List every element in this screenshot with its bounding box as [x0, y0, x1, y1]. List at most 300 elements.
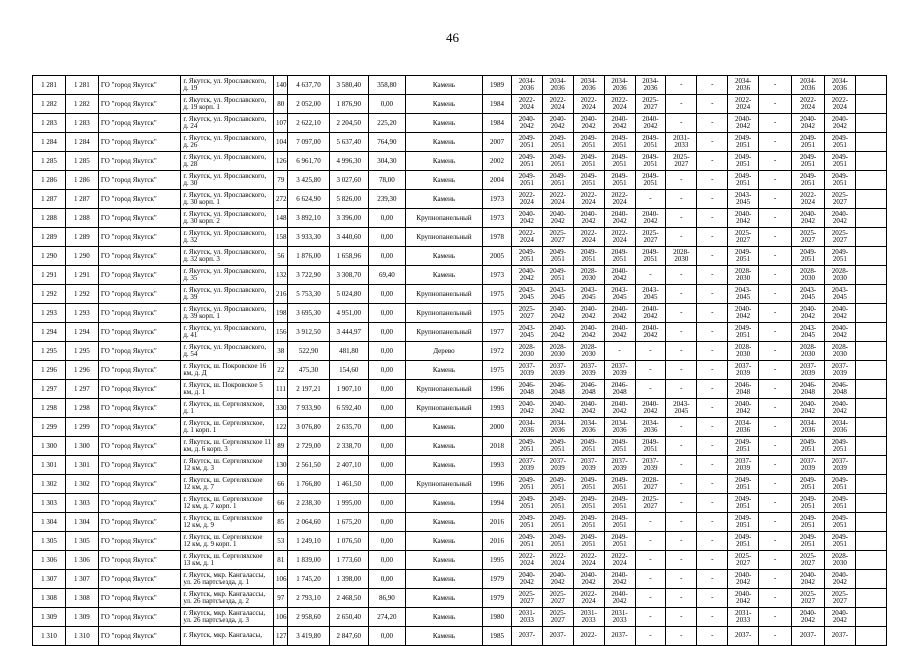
table-cell: 2049-2051 [542, 437, 573, 456]
table-cell: Камень [405, 570, 482, 589]
table-cell: 2022-2024 [511, 190, 542, 209]
table-cell: - [759, 418, 792, 437]
table-row [33, 513, 887, 532]
table-cell: - [635, 608, 666, 627]
table-cell: 2049-2051 [542, 133, 573, 152]
table-cell: - [759, 171, 792, 190]
table-cell: 2002 [483, 152, 512, 171]
table-cell: 2049-2051 [728, 247, 759, 266]
table-cell: ГО "город Якутск" [98, 76, 180, 95]
table-cell: 56 [274, 247, 288, 266]
table-cell: ГО "город Якутск" [98, 171, 180, 190]
table-cell: 2049-2051 [573, 494, 604, 513]
table-cell: г. Якутск, ул. Ярославского, д. 39 корп. 1 [181, 304, 274, 323]
table-cell: 2034-2036 [604, 418, 635, 437]
table-cell: - [666, 190, 697, 209]
table-cell: 1 306 [65, 551, 98, 570]
table-cell: г. Якутск, ш. Сергеляхское 12 км, д. 7 [181, 475, 274, 494]
table-cell: 4 951,00 [329, 304, 368, 323]
table-cell: 2040-2042 [604, 399, 635, 418]
table-cell: 2022-2024 [573, 551, 604, 570]
table-cell: 1 290 [33, 247, 66, 266]
table-cell: 481,80 [329, 342, 368, 361]
table-cell [855, 532, 886, 551]
table-cell: ГО "город Якутск" [98, 627, 180, 646]
table-cell: 1 303 [65, 494, 98, 513]
table-cell: 1 076,50 [329, 532, 368, 551]
table-cell: 2 958,60 [288, 608, 329, 627]
table-cell: 1 293 [33, 304, 66, 323]
table-cell: 2 622,10 [288, 114, 329, 133]
table-cell: - [635, 551, 666, 570]
table-cell: 3 933,30 [288, 228, 329, 247]
table-cell: 2049-2051 [792, 532, 825, 551]
table-row [33, 589, 887, 608]
table-cell: г. Якутск, ул. Ярославского, д. 26 [181, 133, 274, 152]
table-cell: 2049-2051 [824, 475, 855, 494]
table-cell: - [759, 209, 792, 228]
table-cell: 0,00 [368, 361, 405, 380]
table-cell: 2040-2042 [824, 570, 855, 589]
table-cell: 2049-2051 [542, 152, 573, 171]
table-cell: 1 291 [33, 266, 66, 285]
table-cell: 2040-2042 [542, 323, 573, 342]
table-cell: 2040-2042 [728, 399, 759, 418]
table-cell: Камень [405, 494, 482, 513]
table-cell: - [697, 304, 728, 323]
table-cell: - [666, 323, 697, 342]
table-cell: 0,00 [368, 532, 405, 551]
table-row [33, 570, 887, 589]
table-cell: 1979 [483, 589, 512, 608]
table-cell: - [697, 266, 728, 285]
table-cell: г. Якутск, ш. Сергеляхское, д. 1 [181, 399, 274, 418]
table-cell: 2022-2024 [573, 589, 604, 608]
table-cell: Камень [405, 114, 482, 133]
table-cell: 2037-2039 [542, 361, 573, 380]
table-cell: 1995 [483, 551, 512, 570]
table-cell: Камень [405, 608, 482, 627]
table-cell: 2040-2042 [604, 209, 635, 228]
table-cell: 2025-2027 [728, 228, 759, 247]
table-cell: 0,00 [368, 209, 405, 228]
table-cell: 122 [274, 418, 288, 437]
table-cell: 2049-2051 [604, 171, 635, 190]
table-cell: 2049-2051 [728, 494, 759, 513]
table-cell: 66 [274, 475, 288, 494]
table-cell: 1993 [483, 456, 512, 475]
table-cell: 1980 [483, 608, 512, 627]
table-cell: 2040-2042 [542, 304, 573, 323]
table-cell: ГО "город Якутск" [98, 133, 180, 152]
table-cell: 2025-2027 [792, 551, 825, 570]
table-cell: - [666, 171, 697, 190]
table-cell: 2040-2042 [542, 114, 573, 133]
table-cell: г. Якутск, ул. Ярославского, д. 32 [181, 228, 274, 247]
table-cell: - [666, 570, 697, 589]
table-cell: 3 912,50 [288, 323, 329, 342]
table-row [33, 228, 887, 247]
table-cell: 2049-2051 [792, 513, 825, 532]
table-cell: г. Якутск, ул. Ярославского, д. 32 корп. 3 [181, 247, 274, 266]
table-cell: Камень [405, 589, 482, 608]
table-cell: - [697, 95, 728, 114]
table-cell: 1977 [483, 323, 512, 342]
table-cell: 1 309 [33, 608, 66, 627]
table-cell: 5 753,30 [288, 285, 329, 304]
table-cell: 1 745,20 [288, 570, 329, 589]
table-cell: 2 204,50 [329, 114, 368, 133]
table-cell: 304,30 [368, 152, 405, 171]
table-cell: ГО "город Якутск" [98, 437, 180, 456]
table-cell: 2043-2045 [666, 399, 697, 418]
table-cell: 1 298 [33, 399, 66, 418]
housing-register-table [32, 75, 887, 646]
table-cell: 2028-2030 [573, 266, 604, 285]
table-cell: - [666, 95, 697, 114]
table-cell: 1 309 [65, 608, 98, 627]
table-cell: 2049-2051 [604, 475, 635, 494]
table-cell: 2049-2051 [511, 133, 542, 152]
table-cell: - [697, 627, 728, 646]
table-cell: 2028-2030 [792, 342, 825, 361]
table-cell [855, 76, 886, 95]
table-cell: 2046-2048 [824, 380, 855, 399]
table-cell: Камень [405, 456, 482, 475]
table-cell [855, 95, 886, 114]
table-cell: 2043-2045 [728, 190, 759, 209]
table-cell: ГО "город Якутск" [98, 513, 180, 532]
table-cell: - [759, 304, 792, 323]
table-cell: 2040-2042 [604, 114, 635, 133]
table-cell: 0,00 [368, 247, 405, 266]
table-cell: г. Якутск, ш. Сергеляхское 12 км, д. 9 [181, 513, 274, 532]
table-cell: 2040-2042 [824, 399, 855, 418]
table-cell: 2040-2042 [824, 114, 855, 133]
table-row [33, 532, 887, 551]
table-cell: 2037-2039 [573, 361, 604, 380]
table-cell: 0,00 [368, 399, 405, 418]
table-cell: 1 310 [33, 627, 66, 646]
table-cell: 2007 [483, 133, 512, 152]
table-cell: 2046-2048 [542, 380, 573, 399]
table-cell: 1996 [483, 380, 512, 399]
table-cell [855, 114, 886, 133]
table-cell: 2049-2051 [511, 475, 542, 494]
table-cell: - [697, 323, 728, 342]
table-cell: - [697, 285, 728, 304]
table-cell: 198 [274, 304, 288, 323]
table-cell: 2040-2042 [824, 304, 855, 323]
table-cell: 0,00 [368, 627, 405, 646]
table-cell: 2025-2027 [666, 152, 697, 171]
table-cell: 2022-2024 [604, 228, 635, 247]
table-cell: - [697, 228, 728, 247]
table-cell: - [759, 190, 792, 209]
table-cell: 2037- [792, 627, 825, 646]
table-cell: 0,00 [368, 494, 405, 513]
table-cell: 2040-2042 [604, 323, 635, 342]
table-cell: 2049-2051 [542, 247, 573, 266]
table-cell: г. Якутск, ул. Ярославского, д. 28 [181, 152, 274, 171]
table-cell: 2049-2051 [573, 475, 604, 494]
table-cell: - [697, 171, 728, 190]
table-cell: 2022-2024 [511, 551, 542, 570]
table-cell: 86,90 [368, 589, 405, 608]
table-cell: Крупнопанельный [405, 304, 482, 323]
table-cell: 475,30 [288, 361, 329, 380]
table-cell: 2 650,40 [329, 608, 368, 627]
table-cell: 2040-2042 [792, 114, 825, 133]
table-cell: 2037-2039 [511, 361, 542, 380]
table-cell: ГО "город Якутск" [98, 570, 180, 589]
table-cell: - [697, 570, 728, 589]
table-cell: 3 722,90 [288, 266, 329, 285]
table-cell: - [759, 247, 792, 266]
table-cell: 2049-2051 [511, 247, 542, 266]
table-cell: 239,30 [368, 190, 405, 209]
table-cell: - [697, 418, 728, 437]
table-cell: ГО "город Якутск" [98, 190, 180, 209]
table-row [33, 209, 887, 228]
table-cell: 1 290 [65, 247, 98, 266]
table-cell: - [697, 342, 728, 361]
table-cell: - [697, 513, 728, 532]
table-cell: 79 [274, 171, 288, 190]
table-cell: Камень [405, 95, 482, 114]
table-cell: 2049-2051 [824, 513, 855, 532]
table-cell: - [697, 475, 728, 494]
table-cell: - [697, 152, 728, 171]
table-cell: - [697, 209, 728, 228]
table-cell: 2037-2039 [824, 456, 855, 475]
table-row [33, 456, 887, 475]
table-cell: 1 907,10 [329, 380, 368, 399]
table-row [33, 133, 887, 152]
table-cell: 2040-2042 [728, 589, 759, 608]
table-cell: - [697, 247, 728, 266]
table-cell: 7 097,00 [288, 133, 329, 152]
table-cell: 2040-2042 [573, 304, 604, 323]
table-cell: - [697, 551, 728, 570]
table-cell: - [759, 228, 792, 247]
table-cell: - [697, 361, 728, 380]
table-cell [855, 304, 886, 323]
table-cell: 2049-2051 [542, 494, 573, 513]
table-cell: г. Якутск, ул. Ярославского, д. 30 [181, 171, 274, 190]
table-cell: 2 729,00 [288, 437, 329, 456]
table-cell: 2025-2027 [542, 589, 573, 608]
table-cell: 2025-2027 [542, 228, 573, 247]
table-cell: 2034-2036 [728, 418, 759, 437]
table-cell: 2022-2024 [604, 551, 635, 570]
table-cell: 1 307 [65, 570, 98, 589]
table-cell: 1979 [483, 570, 512, 589]
table-cell: 2049-2051 [824, 494, 855, 513]
table-cell: 1 308 [33, 589, 66, 608]
table-cell [855, 570, 886, 589]
table-cell: Камень [405, 551, 482, 570]
table-cell: 2022-2024 [542, 95, 573, 114]
table-cell: 2049-2051 [542, 532, 573, 551]
table-cell: 3 396,00 [329, 209, 368, 228]
table-cell: ГО "город Якутск" [98, 342, 180, 361]
table-cell: - [604, 342, 635, 361]
table-cell: ГО "город Якутск" [98, 380, 180, 399]
table-cell [855, 608, 886, 627]
table-cell: 2040-2042 [635, 114, 666, 133]
table-cell: 2034-2036 [511, 76, 542, 95]
table-cell: 2025-2027 [824, 589, 855, 608]
table-cell: 0,00 [368, 342, 405, 361]
table-cell: 2049-2051 [635, 247, 666, 266]
table-row [33, 95, 887, 114]
table-cell: 85 [274, 513, 288, 532]
table-cell: 2 793,10 [288, 589, 329, 608]
table-cell: - [666, 589, 697, 608]
table-cell: - [759, 76, 792, 95]
table-cell: ГО "город Якутск" [98, 418, 180, 437]
table-cell: 2040-2042 [573, 399, 604, 418]
table-cell: 358,80 [368, 76, 405, 95]
table-row [33, 608, 887, 627]
table-cell: 2025-2027 [728, 551, 759, 570]
table-cell: Крупнопанельный [405, 285, 482, 304]
table-cell: 2031-2033 [728, 608, 759, 627]
table-cell: 1973 [483, 266, 512, 285]
table-cell: 2040-2042 [792, 399, 825, 418]
table-cell: 2049-2051 [792, 171, 825, 190]
table-cell: 1 301 [65, 456, 98, 475]
table-cell: 1 288 [33, 209, 66, 228]
table-cell: г. Якутск, ул. Ярославского, д. 35 [181, 266, 274, 285]
table-cell: 522,90 [288, 342, 329, 361]
table-cell: 148 [274, 209, 288, 228]
table-cell: 1 282 [65, 95, 98, 114]
table-cell: 2043-2045 [792, 285, 825, 304]
table-cell: - [759, 627, 792, 646]
table-cell: 2040-2042 [635, 209, 666, 228]
table-cell: 2049-2051 [542, 171, 573, 190]
table-cell: - [666, 342, 697, 361]
table-cell: 2049-2051 [573, 247, 604, 266]
table-cell: 2 238,30 [288, 494, 329, 513]
table-cell: 3 425,80 [288, 171, 329, 190]
table-row [33, 171, 887, 190]
table-cell: 2037-2039 [792, 456, 825, 475]
table-cell [855, 171, 886, 190]
table-cell: 2028-2030 [666, 247, 697, 266]
table-cell: - [759, 437, 792, 456]
table-cell: 2040-2042 [511, 570, 542, 589]
table-cell: 2049-2051 [604, 247, 635, 266]
table-cell: 2040-2042 [824, 608, 855, 627]
table-cell: 2040-2042 [792, 570, 825, 589]
table-row [33, 342, 887, 361]
table-cell: 1 658,96 [329, 247, 368, 266]
table-row [33, 475, 887, 494]
table-cell: - [759, 475, 792, 494]
table-cell: 2043-2045 [542, 285, 573, 304]
table-cell: - [697, 380, 728, 399]
table-cell: 1 773,60 [329, 551, 368, 570]
table-cell: 1975 [483, 304, 512, 323]
table-cell: ГО "город Якутск" [98, 304, 180, 323]
table-cell: ГО "город Якутск" [98, 266, 180, 285]
table-cell: 1 288 [65, 209, 98, 228]
table-cell [855, 380, 886, 399]
table-cell: 2028-2030 [542, 342, 573, 361]
table-cell: 1 297 [33, 380, 66, 399]
table-row [33, 361, 887, 380]
table-cell: Камень [405, 266, 482, 285]
table-cell: 69,40 [368, 266, 405, 285]
table-cell: ГО "город Якутск" [98, 285, 180, 304]
table-cell: 2025-2027 [511, 304, 542, 323]
table-cell: 1 287 [65, 190, 98, 209]
table-cell: 1 300 [33, 437, 66, 456]
table-cell: 1 286 [33, 171, 66, 190]
table-cell: - [635, 570, 666, 589]
table-cell: - [759, 380, 792, 399]
table-row [33, 304, 887, 323]
table-cell: - [666, 304, 697, 323]
table-cell: 2040-2042 [728, 570, 759, 589]
table-cell: ГО "город Якутск" [98, 589, 180, 608]
table-cell: 2037-2039 [824, 361, 855, 380]
table-cell: 2043-2045 [635, 285, 666, 304]
table-cell: г. Якутск, ул. Ярославского, д. 41 [181, 323, 274, 342]
table-cell: 2049-2051 [728, 171, 759, 190]
table-row [33, 627, 887, 646]
table-cell: 0,00 [368, 418, 405, 437]
table-cell: 2025-2027 [511, 589, 542, 608]
table-cell: 2028-2030 [824, 342, 855, 361]
table-cell: - [759, 266, 792, 285]
table-cell: 2049-2051 [792, 247, 825, 266]
table-cell: 2018 [483, 437, 512, 456]
table-cell: 0,00 [368, 380, 405, 399]
table-cell: 2034-2036 [824, 76, 855, 95]
table-cell [855, 228, 886, 247]
table-cell: 2025-2027 [792, 589, 825, 608]
table-cell: 2040-2042 [573, 114, 604, 133]
table-cell: 2025-2027 [824, 190, 855, 209]
table-cell: - [635, 532, 666, 551]
table-cell: 2049-2051 [511, 171, 542, 190]
table-cell: 1 294 [65, 323, 98, 342]
table-cell: 1 284 [33, 133, 66, 152]
table-cell: Камень [405, 171, 482, 190]
table-cell: 2040-2042 [573, 209, 604, 228]
table-cell: - [759, 323, 792, 342]
table-row [33, 285, 887, 304]
table-cell [855, 551, 886, 570]
table-cell: 1 295 [65, 342, 98, 361]
table-cell: 1 289 [65, 228, 98, 247]
table-cell: 2037- [542, 627, 573, 646]
table-cell: 2022-2024 [511, 95, 542, 114]
table-cell: - [759, 494, 792, 513]
table-cell: 2049-2051 [728, 152, 759, 171]
table-cell: - [666, 532, 697, 551]
table-cell: - [635, 589, 666, 608]
table-cell: 126 [274, 152, 288, 171]
table-cell: - [635, 627, 666, 646]
table-cell: 106 [274, 608, 288, 627]
table-cell: - [635, 380, 666, 399]
table-cell: 2 052,00 [288, 95, 329, 114]
